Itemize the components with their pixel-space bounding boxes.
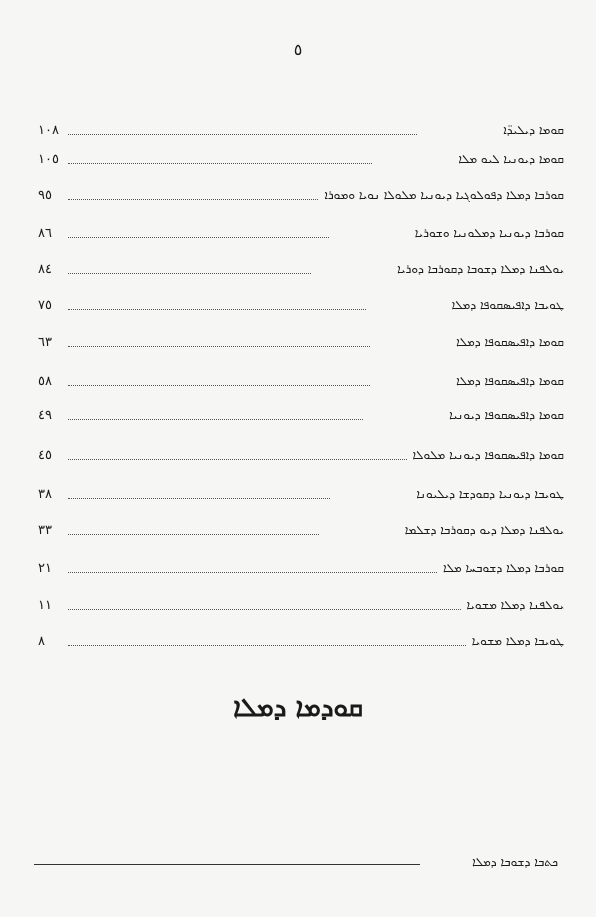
toc-title: ܩܘܡܐ ܕܐܦܝܣܩܘܦܐ ܕܝܘܢܝܐ ܡܠܘܠܐ [412,447,564,462]
toc-page-number: ٢١ [38,560,52,576]
toc-page-number: ٣٨ [38,486,52,502]
toc-dot-leader [68,534,319,535]
toc-dot-leader [68,199,318,200]
toc-dot-leader [68,609,461,610]
toc-entry [38,403,564,427]
toc-title: ܝܘܠܦܢܐ ܕܡܠܐ ܕܫܘܒܐ ܕܩܘܪܒܐ ܕܘܪܝܐ [397,261,564,276]
toc-entry [38,293,564,317]
toc-dot-leader [68,459,407,460]
toc-entry [38,629,564,653]
toc-entry [38,330,564,354]
toc-dot-leader [68,134,417,135]
running-footer: ܟܬܒܐ ܕܫܘܒܐ ܕܡܠܐ [472,855,558,869]
toc-title: ܩܘܪܒܐ ܕܡܠܐ ܕܫܘܒܚܐ ܡܠܐ [442,560,564,575]
toc-dot-leader [68,645,466,646]
toc-title: ܩܘܪܒܐ ܕܡܠܐ ܕܦܘܠܘܓܝܐ ܕܝܘܢܝܐ ܡܠܘܠܐ ܢܘܝܐ ܘܡܘܪܐ [324,187,564,202]
toc-dot-leader [68,273,311,274]
toc-page-number: ٧٥ [38,297,52,313]
toc-page-number: ١٠٥ [38,151,59,167]
toc-dot-leader [68,346,370,347]
toc-page-number: ٨٦ [38,225,52,241]
toc-title: ܩܘܡܐ ܕܐܦܝܣܩܘܦܐ ܕܝܘܢܝܐ [449,407,564,422]
toc-title: ܝܘܠܦܢܐ ܕܡܠܐ ܕܝܘ ܕܩܘܪܒܐ ܕܫܠܡܐ [404,522,564,537]
toc-page-number: ٤٩ [38,407,52,423]
toc-entry [38,482,564,506]
toc-entry [38,183,564,207]
toc-entry [38,257,564,281]
toc-dot-leader [68,309,366,310]
toc-entry [38,221,564,245]
toc-page-number: ٨ [38,633,45,649]
toc-dot-leader [68,498,330,499]
toc-title: ܩܘܡܐ ܕܝܠܝܕ̈ܐ [503,122,564,137]
toc-entry [38,118,564,142]
toc-entry [38,518,564,542]
toc-dot-leader [68,163,372,164]
toc-page-number: ١١ [38,597,52,613]
toc-title: ܩܘܡܐ ܕܐܦܝܣܩܘܦܐ ܕܡܠܐ [456,334,564,349]
toc-title: ܛܘܝܒܐ ܕܐܦܝܣܩܘܦܐ ܕܡܠܐ [451,297,564,312]
toc-dot-leader [68,419,363,420]
toc-page-number: ١٠٨ [38,122,59,138]
toc-title: ܝܘܠܦܢܐ ܕܡܠܐ ܡܫܘܝܐ [466,597,564,612]
toc-title: ܩܘܪܒܐ ܕܝܘܢܝܐ ܕܡܠܘܢܝܐ ܘܫܘܪܝܐ [414,225,564,240]
toc-title: ܩܘܡܐ ܕܝܘܢܝܐ ܠܝܘ ܡܠܐ [458,151,564,166]
toc-dot-leader [68,237,329,238]
toc-page-number: ٤٥ [38,447,52,463]
toc-title: ܩܘܡܐ ܕܐܦܝܣܩܘܦܐ ܕܡܠܐ [456,373,564,388]
page-number: ٥ [293,40,303,59]
toc-page-number: ٦٣ [38,334,52,350]
toc-page-number: ٨٤ [38,261,52,277]
section-heading: ܩܘܕܡܐ ܕܡܠܐ [233,693,363,723]
toc-title: ܛܘܝܒܐ ܕܡܠܐ ܡܫܘܝܐ [471,633,564,648]
toc-entry [38,593,564,617]
toc-entry [38,369,564,393]
toc-entry [38,556,564,580]
toc-dot-leader [68,385,370,386]
toc-page-number: ٩٥ [38,187,52,203]
toc-entry [38,147,564,171]
footer-rule [34,864,420,865]
toc-dot-leader [68,572,437,573]
toc-page-number: ٣٣ [38,522,52,538]
toc-title: ܛܘܝܒܐ ܕܝܘܢܝܐ ܕܩܘܕܫܐ ܕܝܠܝܘܢܐ [416,486,564,501]
toc-entry [38,443,564,467]
toc-page-number: ٥٨ [38,373,52,389]
